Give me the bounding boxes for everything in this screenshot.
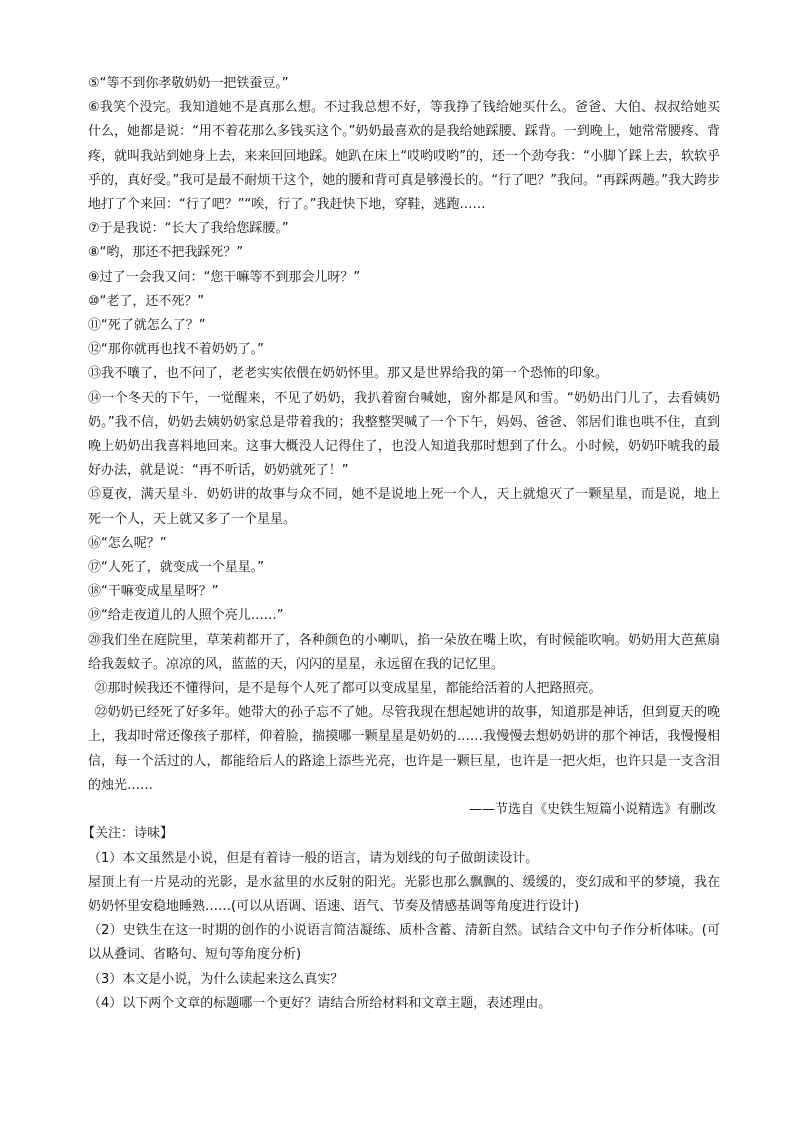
question-1: （1）本文虽然是小说，但是有着诗一般的语言，请为划线的句子做朗读设计。 bbox=[88, 850, 539, 866]
question-2: （2）史铁生在这一时期的创作的小说语言简洁凝练、质朴含蓄、清新自然。试结合文中句子作分析体味。(可以从叠词、省略句、短句等角度分析) bbox=[88, 923, 720, 963]
paragraph-20: ⑳我们坐在庭院里，草茉莉都开了，各种颜色的小喇叭，掐一朵放在嘴上吹，有时候能吹响。奶奶用大芭蕉扇给我轰蚊子。凉凉的风，蓝蓝的天，闪闪的星星，永远留在我的记忆里。 bbox=[88, 632, 720, 672]
paragraph-12: ⑫“那你就再也找不着奶奶了。” bbox=[88, 342, 264, 358]
section-title: 【关注：诗味】 bbox=[82, 826, 174, 842]
paragraph-7: ⑦于是我说：“长大了我给您踩腰。” bbox=[88, 221, 289, 237]
paragraph-11: ⑪“死了就怎么了？” bbox=[88, 318, 206, 334]
question-3: （3）本文是小说，为什么读起来这么真实？ bbox=[88, 971, 344, 987]
paragraph-17: ⑰“人死了，就变成一个星星。” bbox=[88, 560, 264, 576]
document-page bbox=[82, 72, 720, 1016]
paragraph-5: ⑤“等不到你孝敬奶奶一把铁蚕豆。” bbox=[88, 76, 289, 91]
paragraph-8: ⑧“哟，那还不把我踩死？” bbox=[88, 245, 244, 261]
paragraph-16: ⑯“怎么呢？” bbox=[88, 535, 167, 551]
paragraph-18: ⑱“干嘛变成星星呀？” bbox=[88, 584, 219, 600]
source-citation: ——节选自《史铁生短篇小说精选》有删改 bbox=[468, 802, 716, 818]
paragraph-9: ⑨过了一会我又问：“您干嘛等不到那会儿呀？” bbox=[88, 269, 361, 285]
paragraph-22: ㉒奶奶已经死了好多年。她带大的孙子忘不了她。尽管我现在想起她讲的故事，知道那是神话，但到夏天的晚上，我却时常还像孩子那样，仰着脸，揣摸哪一颗星星是奶奶的……我慢慢去想奶奶讲的那个神话，我慢慢相信，每一个活过的人，都能给后人的路途上添些光亮，也许是一颗巨星，也许是一把火炬，也许只是一支含泪的烛光…… bbox=[88, 705, 720, 793]
paragraph-13: ⑬我不嚷了，也不问了，老老实实依偎在奶奶怀里。那又是世界给我的第一个恐怖的印象。 bbox=[88, 366, 609, 382]
paragraph-14: ⑭一个冬天的下午，一觉醒来，不见了奶奶，我扒着窗台喊她，窗外都是风和雪。“奶奶出门儿了，去看姨奶奶。”我不信，奶奶去姨奶奶家总是带着我的；我整整哭喊了一个下午，妈妈、爸爸、邻居们谁也哄不住，直到晚上奶奶出我喜料地回来。这事大概没人记得住了，也没人知道我那时想到了什么。小时候，奶奶吓唬我的最好办法，就是说：“再不听话，奶奶就死了！” bbox=[88, 390, 720, 479]
question-4: （4）以下两个文章的标题哪一个更好？请结合所给材料和文章主题，表述理由。 bbox=[88, 995, 552, 1011]
question-1-passage: 屋顶上有一片晃动的光影，是水盆里的水反射的阳光。光影也那么飘飘的、缓缓的，变幻成和平的梦境，我在奶奶怀里安稳地睡熟……(可以从语调、语速、语气、节奏及情感基调等角度进行设计) bbox=[88, 874, 720, 914]
paragraph-10: ⑩“老了，还不死？” bbox=[88, 293, 205, 309]
paragraph-19: ⑲“给走夜道儿的人照个亮儿……” bbox=[88, 608, 284, 624]
paragraph-15: ⑮夏夜，满天星斗．奶奶讲的故事与众不同，她不是说地上死一个人，天上就熄灭了一颗星星，而是说，地上死一个人，天上就又多了一个星星。 bbox=[88, 487, 720, 527]
paragraph-6: ⑥我笑个没完。我知道她不是真那么想。不过我总想不好，等我挣了钱给她买什么。爸爸、大伯、叔叔给她买什么，她都是说：“用不着花那么多钱买这个。”奶奶最喜欢的是我给她踩腰、踩背。一到晚上，她常常腰疼、背疼，就叫我站到她身上去，来来回回地踩。她趴在床上“哎哟哎哟”的，还一个劲夸我：“小脚丫踩上去，软软乎乎的，真好受。”我可是最不耐烦干这个，她的腰和背可真是够漫长的。“行了吧？”我问。“再踩两趟。”我大跨步地打了个来回：“行了吧？”“唉，行了。”我赶快下地，穿鞋，逃跑…… bbox=[88, 100, 720, 213]
paragraph-21: ㉑那时候我还不懂得问，是不是每个人死了都可以变成星星，都能给活着的人把路照亮。 bbox=[94, 681, 602, 697]
